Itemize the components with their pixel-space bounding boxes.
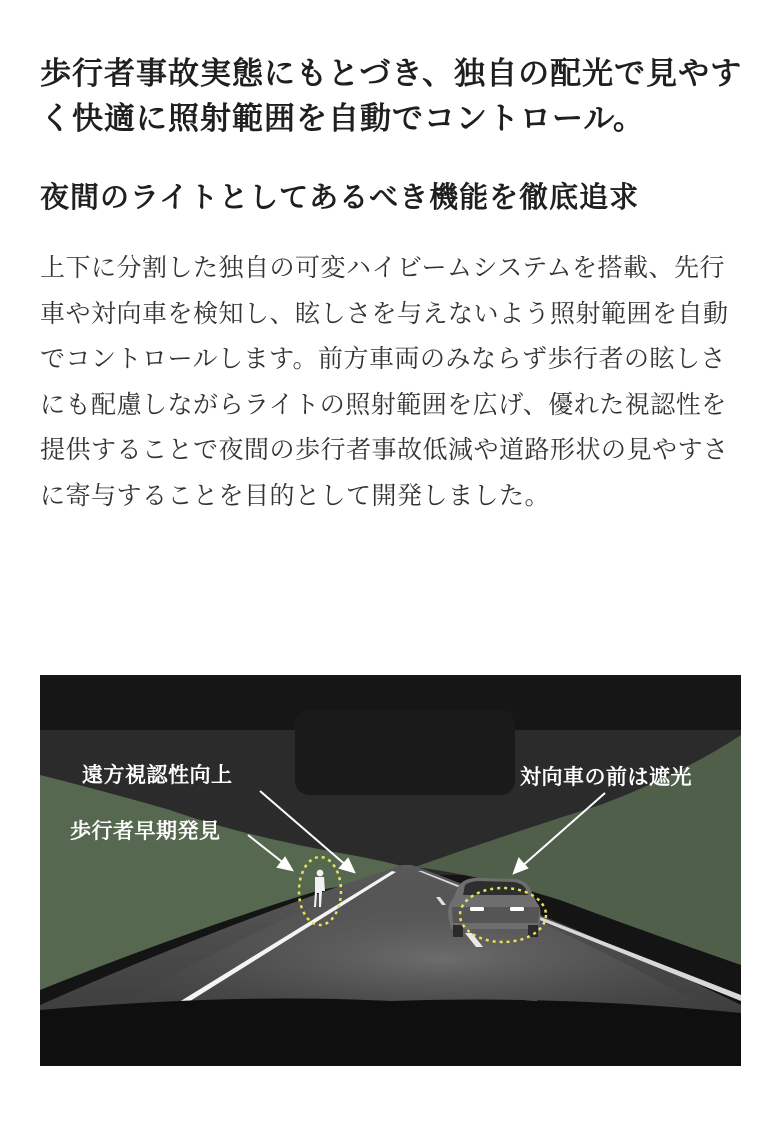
pedestrian-detection-label: 歩行者早期発見: [70, 819, 221, 843]
night-road-scene: [40, 675, 741, 1066]
headlight-illustration: [40, 675, 741, 1066]
article-subheading: 夜間のライトとしてあるべき機能を徹底追求: [40, 180, 640, 214]
dashboard: [40, 998, 741, 1066]
article-headline: 歩行者事故実態にもとづき、独自の配光で見やすく快適に照射範囲を自動でコントロール。: [40, 56, 743, 137]
article: [40, 52, 745, 518]
oncoming-shading-label: 対向車の前は遮光: [520, 765, 692, 789]
far-visibility-label: 遠方視認性向上: [82, 763, 233, 787]
rear-view-mirror: [295, 710, 515, 795]
article-body: 上下に分割した独自の可変ハイビームシステムを搭載、先行車や対向車を検知し、眩しさを与えないよう照射範囲を自動でコントロールします。前方車両のみならず歩行者の眩しさにも配慮しながらライトの照射範囲を広げ、優れた視認性を提供することで夜間の歩行者事故低減や道路形状の見やすさに寄与することを目的として開発しました。: [40, 253, 729, 510]
